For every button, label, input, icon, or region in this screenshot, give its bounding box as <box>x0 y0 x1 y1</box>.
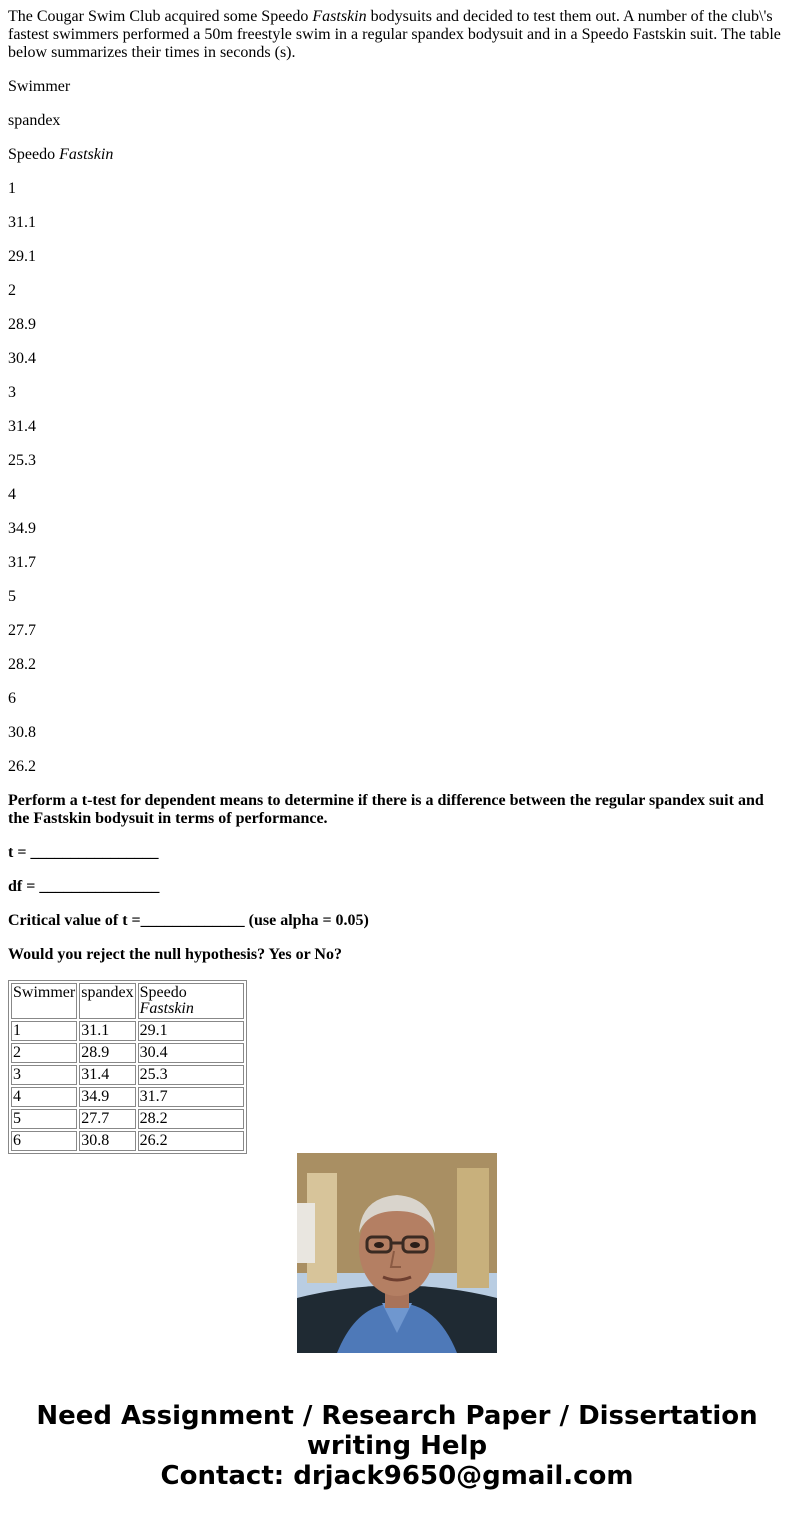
swim-times-table <box>8 980 247 1154</box>
table-cell-swimmer: 4 <box>11 1087 77 1107</box>
t-answer-line: t = ________________ <box>8 844 159 861</box>
row-6-speedo: 26.2 <box>8 758 36 775</box>
table-cell-speedo: 30.4 <box>138 1043 244 1063</box>
row-3-speedo: 25.3 <box>8 452 36 469</box>
footer-line-1: Need Assignment / Research Paper / Dissertation <box>36 1401 758 1431</box>
table-header-swimmer: Swimmer <box>11 983 77 1019</box>
header-speedo: Speedo Fastskin <box>8 146 114 163</box>
table-cell-speedo: 28.2 <box>138 1109 244 1129</box>
row-5-swimmer: 5 <box>8 588 16 605</box>
table-cell-swimmer: 3 <box>11 1065 77 1085</box>
row-4-spandex: 34.9 <box>8 520 36 537</box>
table-header-spandex: spandex <box>79 983 135 1019</box>
table-header-row <box>11 983 244 1019</box>
table-row <box>11 1087 244 1107</box>
table-cell-swimmer: 5 <box>11 1109 77 1129</box>
row-2-spandex: 28.9 <box>8 316 36 333</box>
intro-brand: Fastskin <box>312 8 367 25</box>
table-cell-spandex: 31.4 <box>79 1065 135 1085</box>
table-cell-speedo: 25.3 <box>138 1065 244 1085</box>
table-cell-spandex: 30.8 <box>79 1131 135 1151</box>
table-row <box>11 1043 244 1063</box>
footer-banner <box>0 1401 794 1491</box>
table-cell-speedo: 29.1 <box>138 1021 244 1041</box>
table-cell-speedo: 31.7 <box>138 1087 244 1107</box>
intro-text-1: The Cougar Swim Club acquired some Speedo <box>8 8 313 25</box>
header-spandex: spandex <box>8 112 61 129</box>
table-header-speedo: Speedo Fastskin <box>138 983 244 1019</box>
table-row <box>11 1021 244 1041</box>
row-4-speedo: 31.7 <box>8 554 36 571</box>
table-row <box>11 1109 244 1129</box>
row-4-swimmer: 4 <box>8 486 16 503</box>
df-answer-line: df = _______________ <box>8 878 160 895</box>
problem-content <box>8 8 786 1149</box>
row-3-swimmer: 3 <box>8 384 16 401</box>
table-cell-spandex: 34.9 <box>79 1087 135 1107</box>
table-row <box>11 1131 244 1151</box>
footer-contact: Contact: drjack9650@gmail.com <box>160 1461 634 1491</box>
reject-question: Would you reject the null hypothesis? Yes or No? <box>8 946 342 963</box>
problem-intro <box>8 8 786 62</box>
table-cell-swimmer: 6 <box>11 1131 77 1151</box>
row-6-spandex: 30.8 <box>8 724 36 741</box>
tutor-photo <box>297 1153 497 1353</box>
table-row <box>11 1065 244 1085</box>
row-2-speedo: 30.4 <box>8 350 36 367</box>
table-cell-spandex: 28.9 <box>79 1043 135 1063</box>
table-cell-speedo: 26.2 <box>138 1131 244 1151</box>
row-1-spandex: 31.1 <box>8 214 36 231</box>
footer-line-2: writing Help <box>306 1431 488 1461</box>
task-statement: Perform a t-test for dependent means to determine if there is a difference between the regular spandex suit and the Fastskin bodysuit in terms of performance. <box>8 792 764 827</box>
row-1-swimmer: 1 <box>8 180 16 197</box>
table-cell-swimmer: 2 <box>11 1043 77 1063</box>
row-5-spandex: 27.7 <box>8 622 36 639</box>
table-cell-spandex: 27.7 <box>79 1109 135 1129</box>
table-cell-spandex: 31.1 <box>79 1021 135 1041</box>
table-cell-swimmer: 1 <box>11 1021 77 1041</box>
intro-text-2: bodysuits and decided to test them out. A number of the club\'s fastest swimmers performed a 50m freestyle swim in a regular spandex bodysuit and in a Speedo Fastskin suit. The table below summarizes their times in seconds (s). <box>8 8 781 61</box>
header-swimmer: Swimmer <box>8 78 71 95</box>
avatar <box>297 1153 497 1353</box>
row-3-spandex: 31.4 <box>8 418 36 435</box>
critical-value-line: Critical value of t =_____________ (use alpha = 0.05) <box>8 912 369 929</box>
row-2-swimmer: 2 <box>8 282 16 299</box>
row-6-swimmer: 6 <box>8 690 16 707</box>
row-1-speedo: 29.1 <box>8 248 36 265</box>
row-5-speedo: 28.2 <box>8 656 36 673</box>
